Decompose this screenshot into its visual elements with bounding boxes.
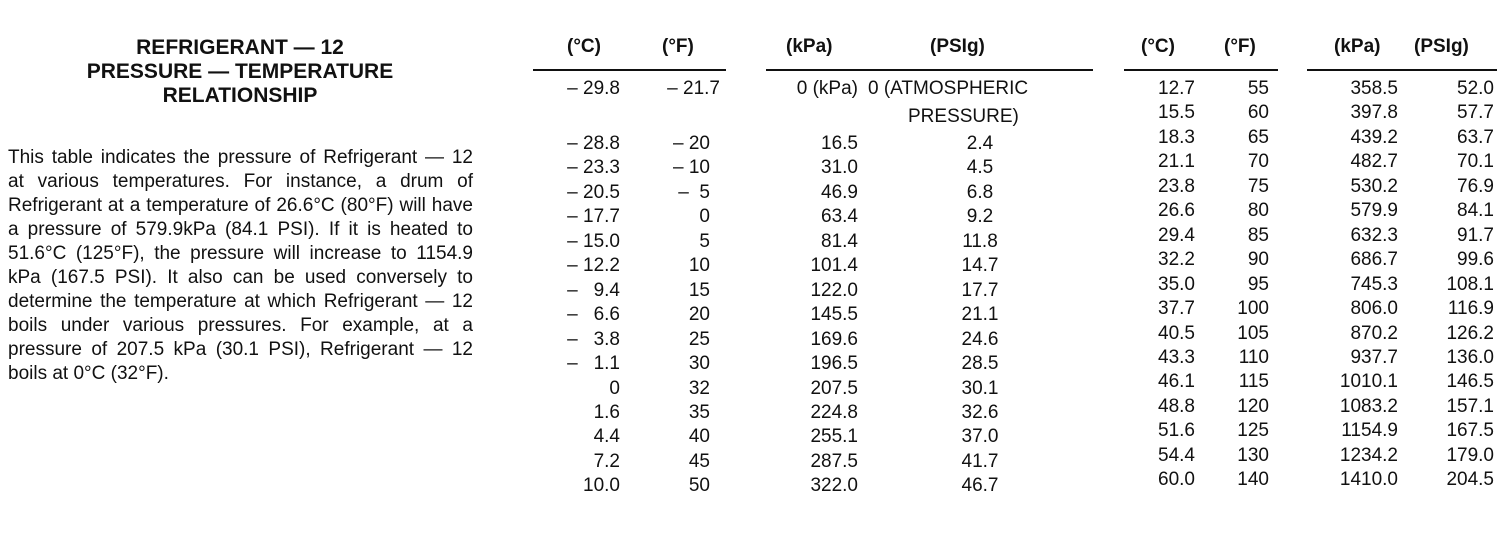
left-row-celsius: – 1.1 <box>567 353 620 374</box>
right-row-fahrenheit: 100 <box>1237 298 1269 319</box>
right-row-celsius: 46.1 <box>1158 371 1195 392</box>
left-row-fahrenheit: 30 <box>688 353 710 374</box>
right-row-celsius: 29.4 <box>1158 225 1195 246</box>
right-row-fahrenheit: 75 <box>1247 176 1269 197</box>
header-rule-temp-right <box>1124 69 1278 71</box>
left-row-fahrenheit: 35 <box>688 402 710 423</box>
atmospheric-kpa: 0 (kPa) <box>796 78 858 99</box>
left-row-psig: 11.8 <box>962 231 998 252</box>
description-paragraph: This table indicates the pressure of Refrigerant — 12 at various temperatures. For instance, a drum of Refrigerant at a temperature of 26.6°C (80°F) will have a pressure of 579.9kPa (84.1 PSI). If it is heated to 51.6°C (125°F), the pressure will increase to 1154.9 kPa (167.5 PSI). It also can be used conversely to determine the temperature at which Refrigerant — 12 boils under various pressures. For example, at a pressure of 207.5 kPa (30.1 PSI), Refrigerant — 12 boils at 0°C (32°F). <box>8 147 473 384</box>
right-row-celsius: 18.3 <box>1158 127 1195 148</box>
right-row-kpa: 579.9 <box>1350 200 1398 221</box>
right-row-fahrenheit: 140 <box>1237 469 1269 490</box>
right-row-kpa: 1083.2 <box>1339 396 1398 417</box>
left-row-fahrenheit: – 5 <box>678 182 710 203</box>
left-row-psig: 21.1 <box>961 304 999 325</box>
document-title <box>0 36 480 108</box>
right-row-fahrenheit: 130 <box>1237 445 1269 466</box>
right-row-psig: 84.1 <box>1457 200 1494 221</box>
right-row-celsius: 37.7 <box>1158 298 1195 319</box>
right-row-fahrenheit: 90 <box>1247 249 1269 270</box>
right-row-psig: 52.0 <box>1457 78 1494 99</box>
header-fahrenheit-right: (°F) <box>1224 36 1256 57</box>
left-row-celsius: – 20.5 <box>567 182 620 203</box>
right-row-celsius: 48.8 <box>1158 396 1195 417</box>
right-row-psig: 63.7 <box>1457 127 1494 148</box>
right-row-celsius: 51.6 <box>1158 420 1195 441</box>
right-row-psig: 70.1 <box>1457 151 1494 172</box>
right-row-psig: 126.2 <box>1446 323 1494 344</box>
left-row-kpa: 145.5 <box>810 304 858 325</box>
right-row-kpa: 1410.0 <box>1339 469 1398 490</box>
right-row-celsius: 35.0 <box>1158 274 1195 295</box>
left-row-kpa: 81.4 <box>821 231 858 252</box>
right-row-fahrenheit: 70 <box>1247 151 1269 172</box>
left-row-kpa: 287.5 <box>810 451 858 472</box>
header-psig-right: (PSIg) <box>1414 36 1469 57</box>
right-row-psig: 99.6 <box>1457 249 1494 270</box>
right-row-kpa: 632.3 <box>1350 225 1398 246</box>
left-row-celsius: – 12.2 <box>567 255 620 276</box>
left-row-fahrenheit: 20 <box>688 304 710 325</box>
right-row-celsius: 26.6 <box>1158 200 1195 221</box>
right-row-fahrenheit: 80 <box>1247 200 1269 221</box>
right-row-kpa: 745.3 <box>1350 274 1398 295</box>
header-rule-pressure-right <box>1307 69 1497 71</box>
right-row-fahrenheit: 55 <box>1247 78 1269 99</box>
left-row-celsius: 1.6 <box>593 402 620 423</box>
header-psig-left: (PSIg) <box>930 36 985 57</box>
header-rule-pressure-left <box>766 69 1093 71</box>
header-kpa-right: (kPa) <box>1334 36 1381 57</box>
right-row-fahrenheit: 60 <box>1247 102 1269 123</box>
right-row-celsius: 12.7 <box>1158 78 1195 99</box>
left-row-celsius: 7.2 <box>593 451 620 472</box>
left-row-celsius: – 3.8 <box>567 329 620 350</box>
title-line-2: PRESSURE — TEMPERATURE <box>86 60 394 83</box>
right-row-kpa: 806.0 <box>1350 298 1398 319</box>
left-row-psig: 32.6 <box>961 402 999 423</box>
right-row-psig: 136.0 <box>1446 347 1494 368</box>
atmospheric-psig-line-2: PRESSURE) <box>908 106 1019 127</box>
right-row-kpa: 1154.9 <box>1341 420 1398 441</box>
left-row-celsius: – 6.6 <box>567 304 620 325</box>
right-row-celsius: 43.3 <box>1158 347 1195 368</box>
right-row-psig: 204.5 <box>1446 469 1494 490</box>
right-row-kpa: 439.2 <box>1350 127 1398 148</box>
right-row-psig: 167.5 <box>1446 420 1494 441</box>
left-row-celsius: – 28.8 <box>567 133 620 154</box>
left-row-psig: 41.7 <box>961 451 999 472</box>
right-row-psig: 146.5 <box>1446 371 1494 392</box>
left-row-kpa: 255.1 <box>810 426 858 447</box>
left-row-kpa: 122.0 <box>810 280 858 301</box>
left-row-fahrenheit: 5 <box>699 231 710 252</box>
header-rule-temp-left <box>533 69 726 71</box>
left-row-psig: 30.1 <box>961 378 999 399</box>
right-row-celsius: 23.8 <box>1158 176 1195 197</box>
left-row-kpa: 31.0 <box>821 157 858 178</box>
right-row-celsius: 60.0 <box>1158 469 1195 490</box>
left-row-kpa: 46.9 <box>821 182 858 203</box>
left-row-psig: 37.0 <box>961 426 999 447</box>
left-row-psig: 17.7 <box>961 280 999 301</box>
left-row-fahrenheit: 0 <box>699 206 710 227</box>
left-row-fahrenheit: 25 <box>688 329 710 350</box>
right-row-psig: 91.7 <box>1457 225 1494 246</box>
left-row-psig: 4.5 <box>966 157 994 178</box>
left-row-kpa: 207.5 <box>810 378 858 399</box>
left-row-celsius: – 23.3 <box>567 157 620 178</box>
left-row-psig: 28.5 <box>961 353 999 374</box>
left-row-psig: 6.8 <box>966 182 994 203</box>
right-row-fahrenheit: 95 <box>1247 274 1269 295</box>
right-row-psig: 57.7 <box>1457 102 1494 123</box>
right-row-psig: 116.9 <box>1447 298 1494 319</box>
left-row-fahrenheit: – 20 <box>673 133 710 154</box>
right-row-kpa: 1010.1 <box>1339 371 1398 392</box>
atmospheric-psig-line-1: 0 (ATMOSPHERIC <box>868 78 1029 99</box>
title-line-1: REFRIGERANT — 12 <box>136 36 344 59</box>
left-row-fahrenheit: 32 <box>688 378 710 399</box>
right-row-psig: 76.9 <box>1457 176 1494 197</box>
right-row-psig: 157.1 <box>1446 396 1494 417</box>
right-row-fahrenheit: 125 <box>1237 420 1269 441</box>
left-row-kpa: 16.5 <box>821 133 858 154</box>
right-row-kpa: 530.2 <box>1350 176 1398 197</box>
left-row-celsius: – 17.7 <box>567 206 620 227</box>
title-line-3: RELATIONSHIP <box>162 84 318 107</box>
header-celsius-left: (°C) <box>567 36 601 57</box>
left-row-kpa: 101.4 <box>810 255 858 276</box>
left-row-kpa: 322.0 <box>810 475 858 496</box>
right-row-celsius: 40.5 <box>1158 323 1195 344</box>
left-row-celsius: 10.0 <box>583 475 620 496</box>
right-row-kpa: 686.7 <box>1350 249 1398 270</box>
left-row-kpa: 196.5 <box>810 353 858 374</box>
left-row-fahrenheit: 50 <box>688 475 710 496</box>
left-row-celsius: 4.4 <box>593 426 620 447</box>
right-row-celsius: 32.2 <box>1158 249 1195 270</box>
left-row-kpa: 224.8 <box>810 402 858 423</box>
right-row-fahrenheit: 120 <box>1237 396 1269 417</box>
left-row-fahrenheit: 10 <box>688 255 710 276</box>
left-row-psig: 46.7 <box>961 475 999 496</box>
left-row-fahrenheit: 45 <box>688 451 710 472</box>
header-fahrenheit-left: (°F) <box>662 36 694 57</box>
right-row-fahrenheit: 115 <box>1238 371 1269 392</box>
left-row-psig: 2.4 <box>966 133 994 154</box>
left-row-psig: 24.6 <box>961 329 999 350</box>
left-row-celsius: 0 <box>609 378 620 399</box>
left-row-celsius: – 15.0 <box>567 231 620 252</box>
right-row-fahrenheit: 85 <box>1247 225 1269 246</box>
right-row-kpa: 358.5 <box>1350 78 1398 99</box>
right-row-fahrenheit: 65 <box>1247 127 1269 148</box>
atmospheric-celsius: – 29.8 <box>567 78 620 99</box>
atmospheric-fahrenheit: – 21.7 <box>667 78 720 99</box>
left-row-kpa: 63.4 <box>821 206 858 227</box>
right-row-psig: 108.1 <box>1446 274 1494 295</box>
right-row-kpa: 937.7 <box>1350 347 1398 368</box>
left-row-fahrenheit: 40 <box>688 426 710 447</box>
right-row-celsius: 54.4 <box>1158 445 1195 466</box>
left-row-psig: 14.7 <box>961 255 999 276</box>
left-row-fahrenheit: 15 <box>688 280 710 301</box>
right-row-celsius: 15.5 <box>1158 102 1195 123</box>
right-row-kpa: 1234.2 <box>1339 445 1398 466</box>
right-row-fahrenheit: 110 <box>1238 347 1269 368</box>
left-row-fahrenheit: – 10 <box>673 157 710 178</box>
left-row-psig: 9.2 <box>966 206 994 227</box>
header-celsius-right: (°C) <box>1141 36 1175 57</box>
right-row-celsius: 21.1 <box>1158 151 1195 172</box>
right-row-fahrenheit: 105 <box>1237 323 1269 344</box>
left-row-celsius: – 9.4 <box>567 280 620 301</box>
right-row-kpa: 397.8 <box>1350 102 1398 123</box>
right-row-kpa: 870.2 <box>1350 323 1398 344</box>
right-row-psig: 179.0 <box>1446 445 1494 466</box>
right-row-kpa: 482.7 <box>1350 151 1398 172</box>
left-row-kpa: 169.6 <box>810 329 858 350</box>
header-kpa-left: (kPa) <box>786 36 833 57</box>
